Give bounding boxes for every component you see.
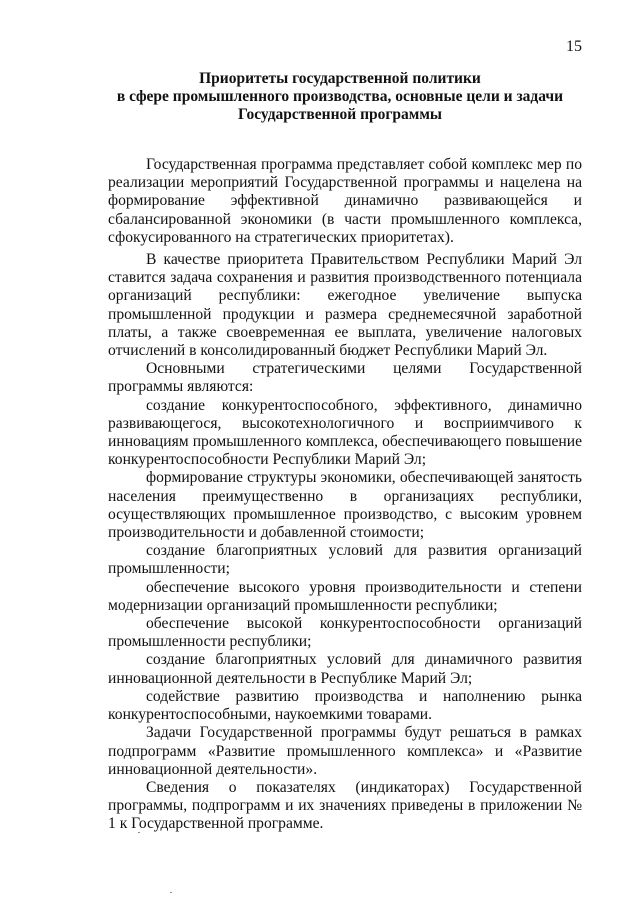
goal-item-competitiveness: обеспечение высокой конкурентоспособности организаций промышленности республики;: [108, 615, 582, 651]
goal-item-market-support: содействие развитию производства и наполнению рынка конкурентоспособными, наукоемкими товарами.: [108, 687, 582, 724]
paragraph-program-summary: Государственная программа представляет собой комплекс мер по реализации мероприятий Государственной программы и нацелена на формирование эффективной динамично развивающейся и сбалансированной экономики (в части промышленного комплекса, сфокусированного на стратегических приоритетах).: [108, 156, 582, 246]
page-number: 15: [566, 38, 582, 55]
scan-speck: [138, 832, 140, 833]
heading-line-3: Государственной программы: [238, 106, 442, 123]
paragraph-goals-intro: Основными стратегическими целями Государственной программы являются:: [108, 360, 582, 396]
heading-line-1: Приоритеты государственной политики: [199, 70, 481, 87]
goal-item-competitive-complex: создание конкурентоспособного, эффективного, динамично развивающегося, высокотехнологичного и восприимчивого к инновациям промышленного комплекса, обеспечивающего повышение конкурентоспособности Республики Марий Эл;: [108, 396, 582, 469]
body-text: [108, 156, 582, 834]
paragraph-indicators-reference: Сведения о показателях (индикаторах) Государственной программы, подпрограмм и их значениях приведены в приложении № 1 к Государственной программе.: [108, 778, 582, 833]
heading-line-2: в сфере промышленного производства, основные цели и задачи: [116, 88, 564, 105]
goal-item-favorable-conditions: создание благоприятных условий для развития организаций промышленности;: [108, 542, 582, 578]
goal-item-innovation-conditions: создание благоприятных условий для динамичного развития инновационной деятельности в Республике Марий Эл;: [108, 651, 582, 687]
paragraph-subprograms: Задачи Государственной программы будут решаться в рамках подпрограмм «Развитие промышленного комплекса» и «Развитие инновационной деятельности».: [108, 724, 582, 778]
goal-item-productivity: обеспечение высокого уровня производительности и степени модернизации организаций промышленности республики;: [108, 578, 582, 614]
goal-item-economy-structure: формирование структуры экономики, обеспечивающей занятость населения преимущественно в организациях республики, осуществляющих промышленное производство, с высоким уровнем производительности и добавленной стоимости;: [108, 469, 582, 542]
scan-speck: [170, 892, 172, 893]
section-heading: [90, 70, 590, 124]
paragraph-government-priority: В качестве приоритета Правительством Республики Марий Эл ставится задача сохранения и развития производственного потенциала организаций республики: ежегодное увеличение выпуска промышленной продукции и размера среднемесячной заработной платы, а также своевременная ее выплата, увеличение налоговых отчислений в консолидированный бюджет Республики Марий Эл.: [108, 251, 582, 360]
